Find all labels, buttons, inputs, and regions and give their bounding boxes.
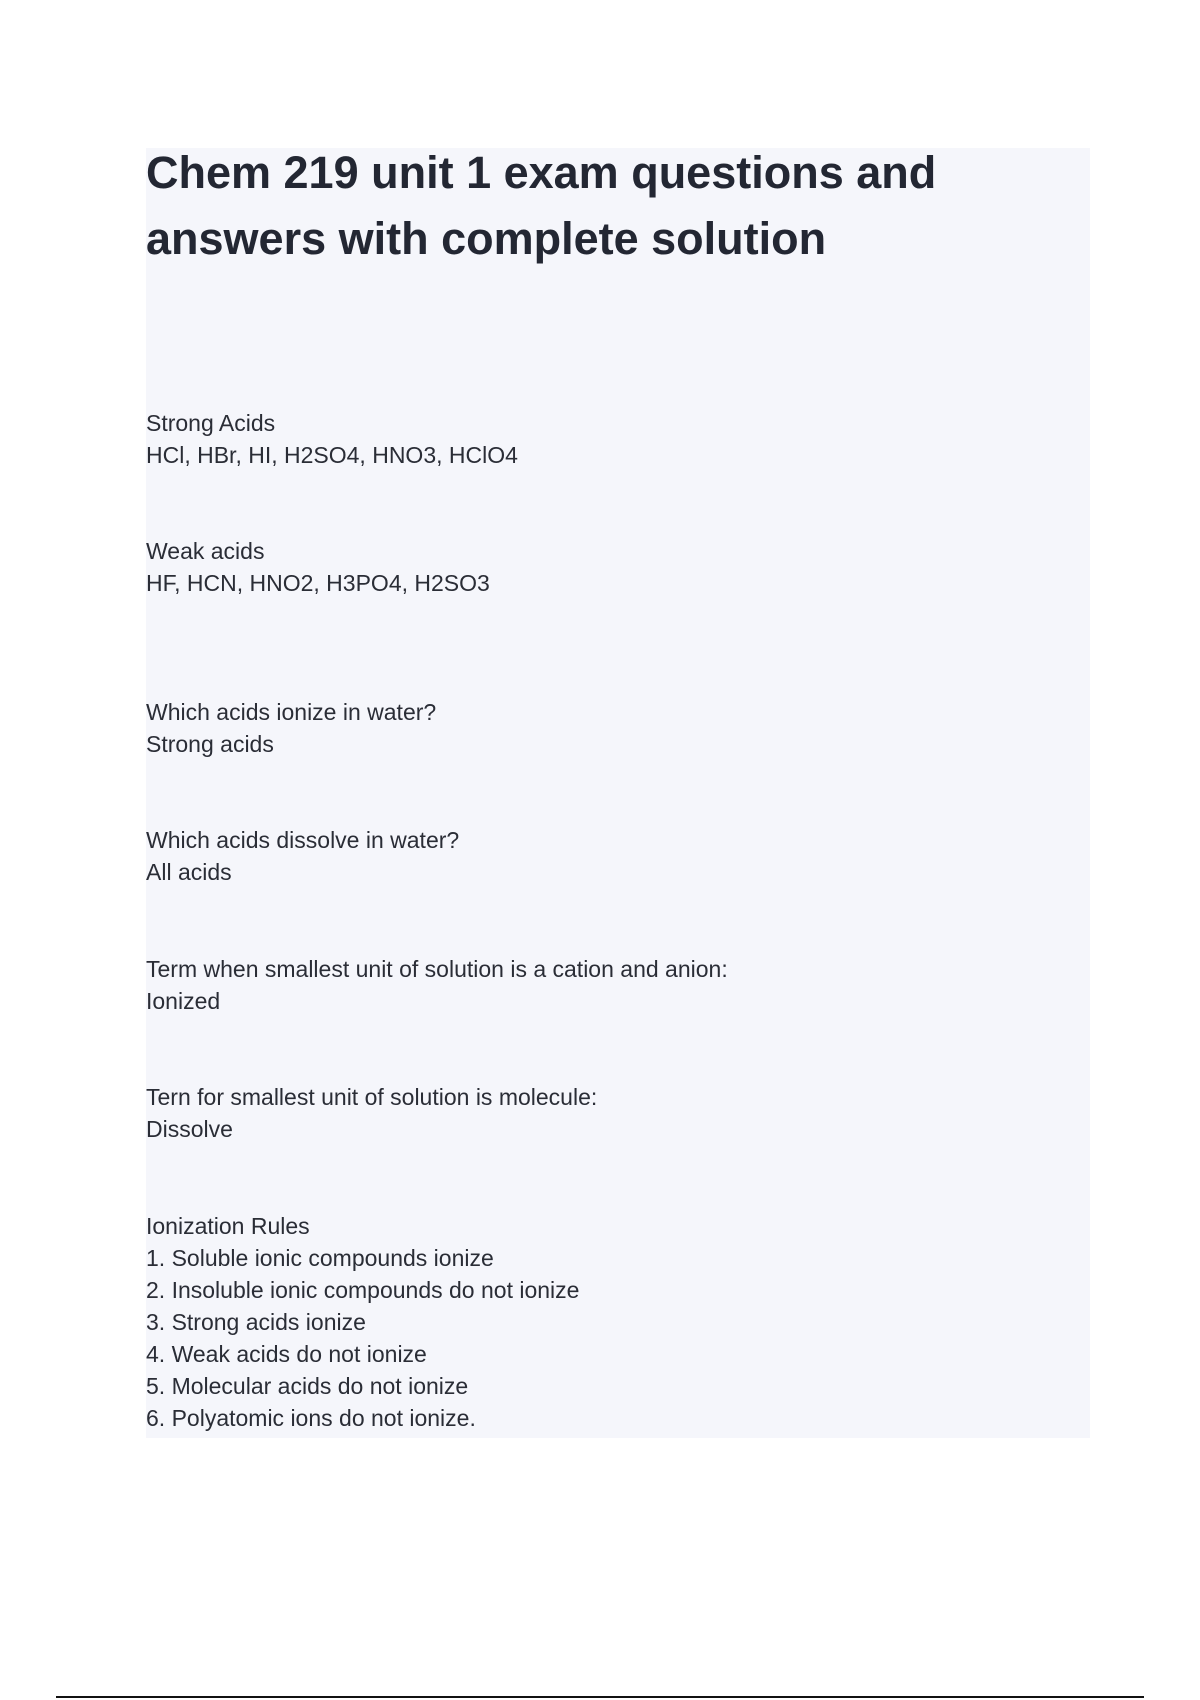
rule-item: 6. Polyatomic ions do not ionize. — [146, 1405, 476, 1431]
rule-item: 4. Weak acids do not ionize — [146, 1341, 427, 1367]
qa-ionized — [146, 953, 1046, 1017]
qa-answer: Ionized — [146, 988, 221, 1014]
qa-term: Tern for smallest unit of solution is molecule: — [146, 1084, 598, 1110]
rule-item: 2. Insoluble ionic compounds do not ionize — [146, 1277, 580, 1303]
rule-item: 3. Strong acids ionize — [146, 1309, 366, 1335]
qa-answer: Strong acids — [146, 731, 274, 757]
rule-item: 1. Soluble ionic compounds ionize — [146, 1245, 494, 1271]
qa-answer: HF, HCN, HNO2, H3PO4, H2SO3 — [146, 570, 490, 596]
qa-term: Term when smallest unit of solution is a cation and anion: — [146, 956, 728, 982]
document-title: Chem 219 unit 1 exam questions and answers with complete solution — [146, 147, 937, 264]
qa-term: Strong Acids — [146, 410, 276, 436]
qa-acids-ionize — [146, 696, 1046, 760]
qa-term: Which acids dissolve in water? — [146, 827, 460, 853]
qa-answer: All acids — [146, 859, 232, 885]
rule-item: 5. Molecular acids do not ionize — [146, 1373, 469, 1399]
qa-term: Which acids ionize in water? — [146, 699, 437, 725]
qa-term: Weak acids — [146, 538, 265, 564]
qa-strong-acids — [146, 407, 1046, 471]
qa-dissolve — [146, 1081, 1046, 1145]
qa-answer: HCl, HBr, HI, H2SO4, HNO3, HClO4 — [146, 442, 518, 468]
qa-acids-dissolve — [146, 824, 1046, 888]
qa-term: Ionization Rules — [146, 1213, 310, 1239]
qa-answer: Dissolve — [146, 1116, 233, 1142]
page-bottom-rule — [56, 1696, 1144, 1698]
qa-ionization-rules — [146, 1210, 1046, 1434]
qa-weak-acids — [146, 535, 1046, 599]
